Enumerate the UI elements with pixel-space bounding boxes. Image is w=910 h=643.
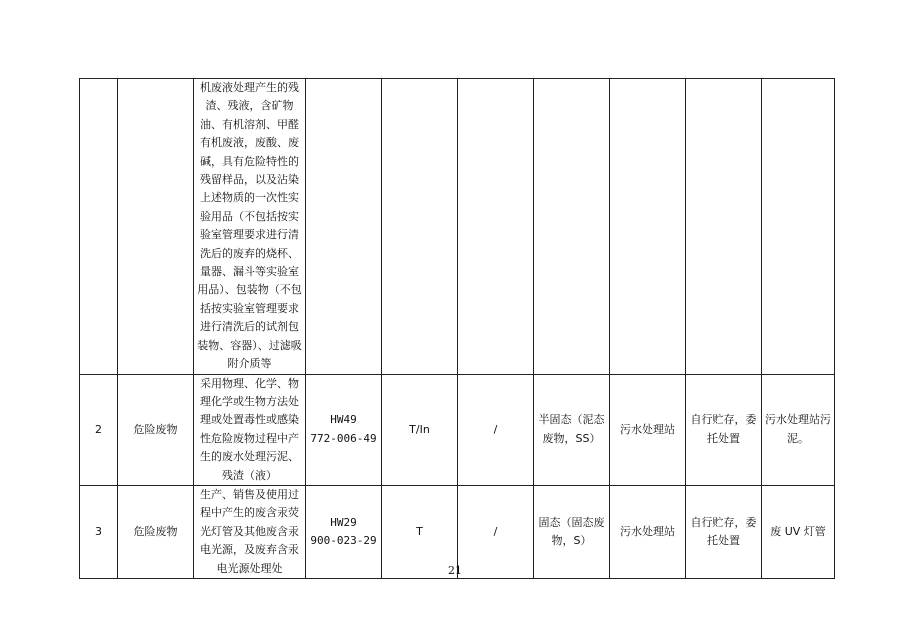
code-class: HW29: [330, 515, 357, 529]
page-number: 21: [448, 564, 462, 577]
cell-disposal: 自行贮存，委托处置: [686, 485, 762, 578]
cell-source: 污水处理站: [610, 374, 686, 485]
cell-extra: /: [458, 485, 534, 578]
cell-hazard: T/In: [382, 374, 458, 485]
cell-hazard: [382, 79, 458, 375]
cell-form: 半固态（泥态废物，SS）: [534, 374, 610, 485]
cell-description: 机废液处理产生的残渣、残液，含矿物油、有机溶剂、甲醛有机废液，废酸、废碱，具有危险特性的残留样品，以及沾染上述物质的一次性实验用品（不包括按实验室管理要求进行清洗后的废弃的烧杯、量器、漏斗等实验室用品）、包装物（不包括按实验室管理要求进行清洗后的试剂包装物、容器）、过滤吸附介质等: [194, 79, 306, 375]
cell-description: 采用物理、化学、物理化学或生物方法处理或处置毒性或感染性危险废物过程中产生的废水处理污泥、残渣（液）: [194, 374, 306, 485]
cell-note: [762, 79, 835, 375]
waste-table: [79, 78, 835, 579]
cell-no: [80, 79, 118, 375]
cell-no: 2: [80, 374, 118, 485]
table-row: [80, 374, 835, 485]
cell-form: [534, 79, 610, 375]
cell-disposal: 自行贮存，委托处置: [686, 374, 762, 485]
cell-category: 危险废物: [118, 374, 194, 485]
cell-extra: /: [458, 374, 534, 485]
cell-disposal: [686, 79, 762, 375]
cell-form: 固态（固态废物，S）: [534, 485, 610, 578]
code-class: HW49: [330, 413, 357, 427]
cell-note: 废 UV 灯管: [762, 485, 835, 578]
cell-source: [610, 79, 686, 375]
cell-hazard: T: [382, 485, 458, 578]
cell-code: [306, 374, 382, 485]
cell-category: [118, 79, 194, 375]
cell-note: 污水处理站污泥。: [762, 374, 835, 485]
cell-description: 生产、销售及使用过程中产生的废含汞荧光灯管及其他废含汞电光源，及废弃含汞电光源处理处: [194, 485, 306, 578]
cell-extra: [458, 79, 534, 375]
cell-code: [306, 79, 382, 375]
code-number: 772-006-49: [310, 431, 377, 445]
cell-no: 3: [80, 485, 118, 578]
cell-category: 危险废物: [118, 485, 194, 578]
cell-source: 污水处理站: [610, 485, 686, 578]
table-row: [80, 79, 835, 375]
code-number: 900-023-29: [310, 533, 377, 547]
